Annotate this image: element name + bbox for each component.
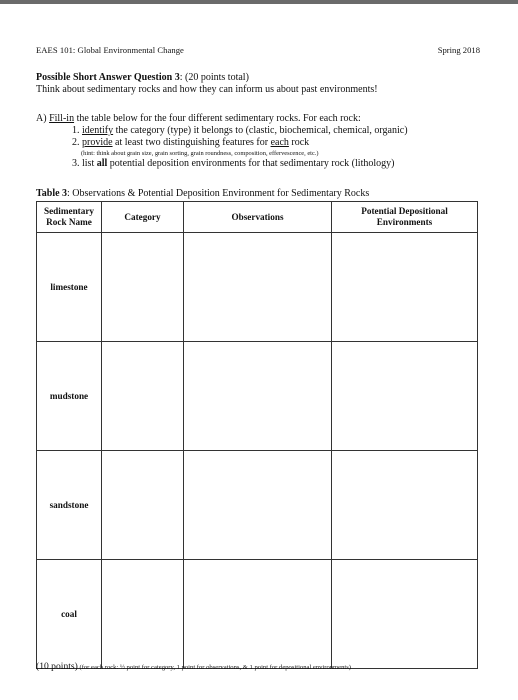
- course-header: EAES 101: Global Environmental Change: [36, 45, 184, 55]
- table-caption: [36, 188, 369, 199]
- environments-answer-cell[interactable]: [332, 233, 478, 342]
- observations-answer-cell[interactable]: [184, 342, 332, 451]
- points-detail: (for each rock: ½ point for category, 1 point for observations, & 1 point for depositional environments): [77, 664, 351, 671]
- table-header-row: [37, 202, 478, 233]
- fill-in-keyword: Fill-in: [49, 113, 75, 124]
- environments-answer-cell[interactable]: [332, 342, 478, 451]
- category-answer-cell[interactable]: [102, 560, 184, 669]
- instruction-list: [72, 125, 408, 170]
- category-answer-cell[interactable]: [102, 451, 184, 560]
- item-text: the category (type) it belongs to (clastic, biochemical, chemical, organic): [113, 125, 408, 136]
- question-title-bold: Possible Short Answer Question 3: [36, 72, 180, 83]
- points-footnote: [36, 661, 351, 672]
- item-text: list: [82, 158, 97, 169]
- question-title: [36, 72, 249, 83]
- part-a-instruction: [36, 113, 361, 124]
- item-keyword: each: [270, 137, 289, 148]
- header-observations: Observations: [184, 202, 332, 233]
- term-header: Spring 2018: [437, 45, 480, 55]
- observations-answer-cell[interactable]: [184, 451, 332, 560]
- category-answer-cell[interactable]: [102, 233, 184, 342]
- category-answer-cell[interactable]: [102, 342, 184, 451]
- item-keyword: provide: [82, 137, 113, 148]
- table-row: [37, 233, 478, 342]
- points-value: (10 points): [36, 661, 78, 672]
- environments-answer-cell[interactable]: [332, 560, 478, 669]
- header-category: Category: [102, 202, 184, 233]
- observations-answer-cell[interactable]: [184, 233, 332, 342]
- top-border: [0, 0, 518, 4]
- part-a-prefix: A): [36, 113, 50, 124]
- item-number: 1.: [72, 125, 82, 136]
- header-rock-line2: Rock Name: [46, 217, 92, 227]
- item-text: potential deposition environments for that sedimentary rock (lithology): [107, 158, 395, 169]
- part-a-rest: the table below for the four different sedimentary rocks. For each rock:: [74, 113, 361, 124]
- rock-name-cell: limestone: [37, 233, 102, 342]
- table-caption-label: Table 3: [36, 188, 68, 199]
- header-environments: [332, 202, 478, 233]
- list-item: [72, 137, 408, 149]
- table-row: [37, 451, 478, 560]
- item-text: at least two distinguishing features for: [112, 137, 271, 148]
- header-rock-name: [37, 202, 102, 233]
- observations-answer-cell[interactable]: [184, 560, 332, 669]
- rock-name-cell: mudstone: [37, 342, 102, 451]
- header-env-line1: Potential Depositional: [361, 206, 448, 216]
- question-points: : (20 points total): [179, 72, 249, 83]
- environments-answer-cell[interactable]: [332, 451, 478, 560]
- list-item: [72, 158, 408, 170]
- list-item: [72, 125, 408, 137]
- rock-name-cell: sandstone: [37, 451, 102, 560]
- sedimentary-rocks-table: [36, 201, 478, 669]
- table-row: [37, 342, 478, 451]
- item-keyword: identify: [82, 125, 114, 136]
- table-caption-text: : Observations & Potential Deposition Environment for Sedimentary Rocks: [67, 188, 370, 199]
- hint-text: (hint: think about grain size, grain sorting, grain roundness, composition, effervescence, etc.): [81, 150, 319, 157]
- table-row: [37, 560, 478, 669]
- item-number: 3.: [72, 158, 82, 169]
- item-keyword: all: [96, 158, 108, 169]
- item-number: 2.: [72, 137, 82, 148]
- question-intro: Think about sedimentary rocks and how they can inform us about past environments!: [36, 84, 378, 95]
- item-text: rock: [288, 137, 310, 148]
- header-env-line2: Environments: [376, 217, 433, 227]
- header-rock-line1: Sedimentary: [43, 206, 94, 216]
- rock-name-cell: coal: [37, 560, 102, 669]
